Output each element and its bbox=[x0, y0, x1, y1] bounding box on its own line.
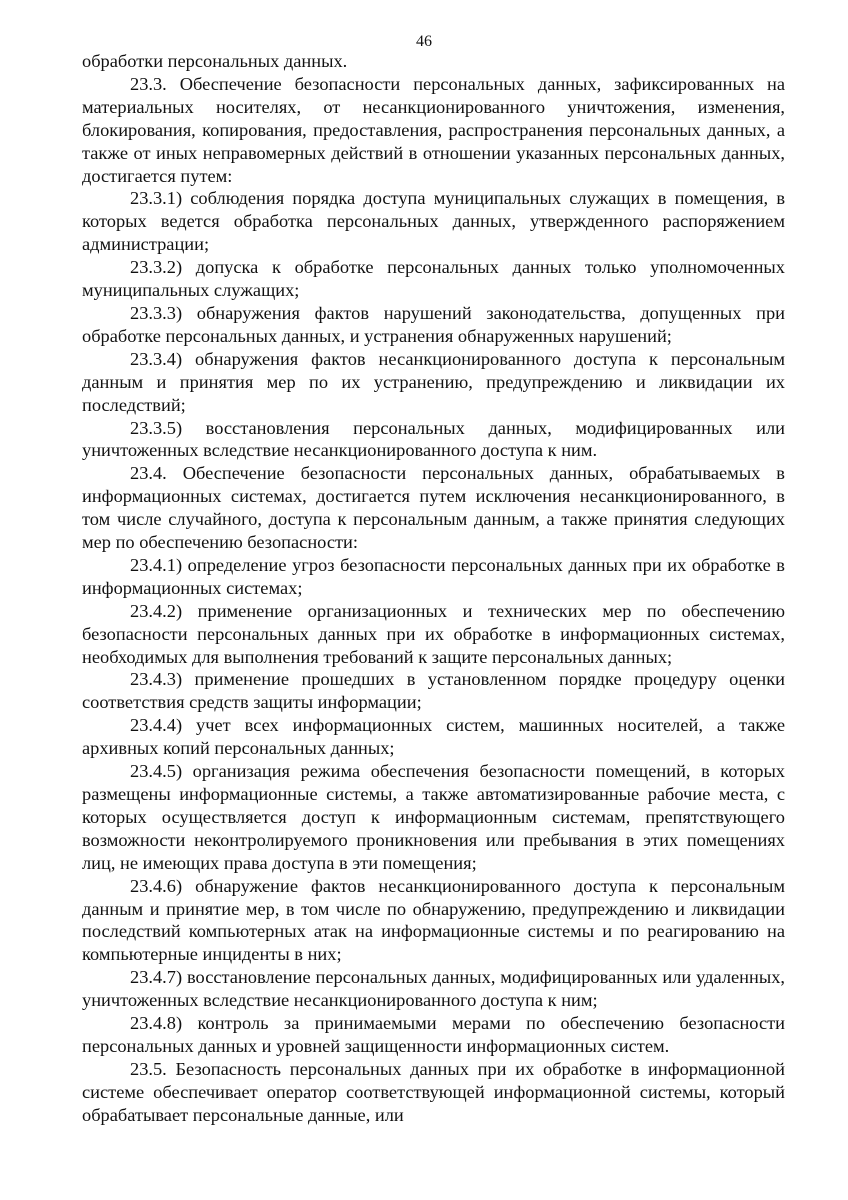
paragraph-23-3-5: 23.3.5) восстановления персональных данных, модифицированных или уничтоженных вследствие несанкционированного доступа к ним. bbox=[82, 417, 785, 461]
paragraph-23-4-2: 23.4.2) применение организационных и технических мер по обеспечению безопасности персональных данных при их обработке в информационных системах, необходимых для выполнения требований к защите персональных данных; bbox=[82, 600, 785, 667]
paragraph-23-4: 23.4. Обеспечение безопасности персональных данных, обрабатываемых в информационных системах, достигается путем исключения несанкционированного, в том числе случайного, доступа к персональным данным, а также принятия следующих мер по обеспечению безопасности: bbox=[82, 463, 785, 553]
page-number: 46 bbox=[416, 33, 432, 50]
paragraph-23-3-4: 23.3.4) обнаружения фактов несанкционированного доступа к персональным данным и принятия мер по их устранению, предупреждению и ликвидации их последствий; bbox=[82, 348, 785, 415]
paragraph-23-4-5: 23.4.5) организация режима обеспечения безопасности помещений, в которых размещены информационные системы, а также автоматизированные рабочие места, с которых осуществляется доступ к информационным системам, препятствующего возможности неконтролируемого проникновения или пребывания в этих помещениях лиц, не имеющих права доступа в эти помещения; bbox=[82, 761, 785, 873]
paragraph-23-4-8: 23.4.8) контроль за принимаемыми мерами по обеспечению безопасности персональных данных и уровней защищенности информационных систем. bbox=[82, 1013, 785, 1056]
paragraph-23-3-3: 23.3.3) обнаружения фактов нарушений законодательства, допущенных при обработке персональных данных, и устранения обнаруженных нарушений; bbox=[82, 302, 785, 346]
paragraph-23-3-1: 23.3.1) соблюдения порядка доступа муниципальных служащих в помещения, в которых ведется обработка персональных данных, утвержденного распоряжением администрации; bbox=[82, 188, 785, 255]
document-body bbox=[82, 50, 785, 1127]
paragraph-23-3: 23.3. Обеспечение безопасности персональных данных, зафиксированных на материальных носителях, от несанкционированного уничтожения, изменения, блокирования, копирования, предоставления, распространения персональных данных, а также от иных неправомерных действий в отношении указанных персональных данных, достигается путем: bbox=[82, 73, 785, 186]
paragraph-23-4-6: 23.4.6) обнаружение фактов несанкционированного доступа к персональным данным и принятие мер, в том числе по обнаружению, предупреждению и ликвидации последствий компьютерных атак на информационные системы и по реагированию на компьютерные инциденты в них; bbox=[82, 875, 785, 965]
paragraph-23-3-2: 23.3.2) допуска к обработке персональных данных только уполномоченных муниципальных служащих; bbox=[82, 257, 785, 301]
paragraph-23-5: 23.5. Безопасность персональных данных при их обработке в информационной системе обеспечивает оператор соответствующей информационной системы, который обрабатывает персональные данные, или bbox=[82, 1058, 785, 1125]
paragraph-23-4-7: 23.4.7) восстановление персональных данных, модифицированных или удаленных, уничтоженных вследствие несанкционированного доступа к ним; bbox=[82, 967, 785, 1011]
paragraph-23-4-1: 23.4.1) определение угроз безопасности персональных данных при их обработке в информационных системах; bbox=[82, 554, 785, 598]
paragraph-23-4-4: 23.4.4) учет всех информационных систем, машинных носителей, а также архивных копий персональных данных; bbox=[82, 715, 785, 759]
page-bottom-margin bbox=[0, 1178, 848, 1200]
paragraph-continuation: обработки персональных данных. bbox=[82, 51, 348, 71]
paragraph-23-4-3: 23.4.3) применение прошедших в установленном порядке процедуру оценки соответствия средств защиты информации; bbox=[82, 669, 785, 713]
